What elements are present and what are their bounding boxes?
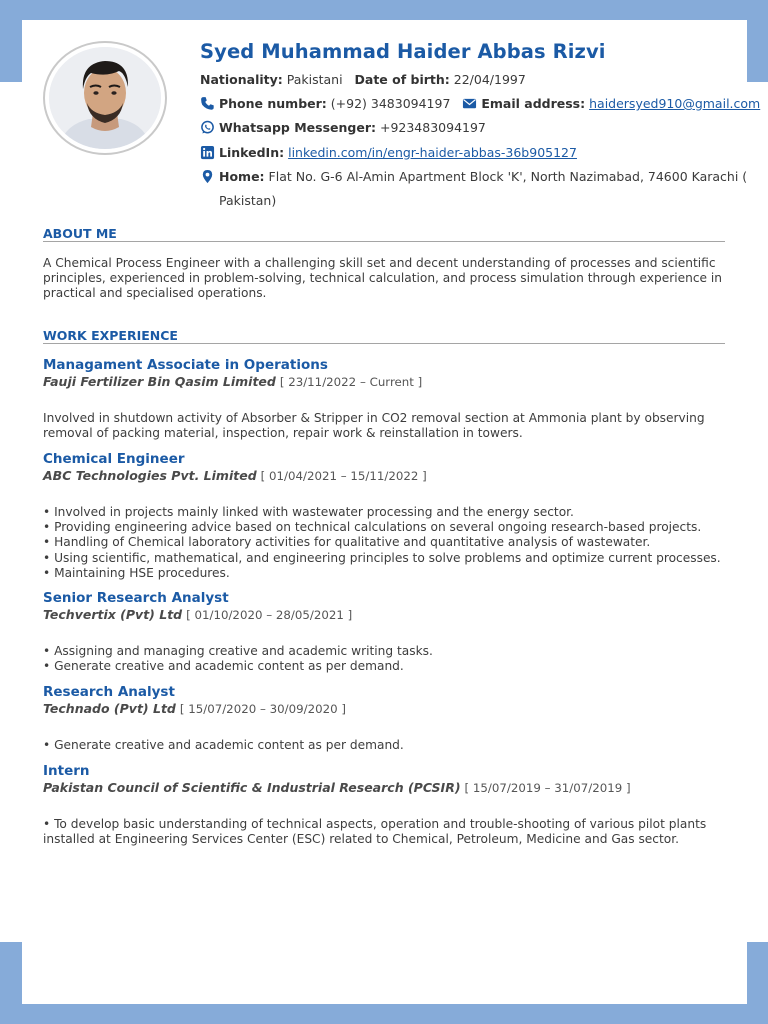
job-company: Fauji Fertilizer Bin Qasim Limited (43, 374, 276, 389)
whatsapp-icon (200, 120, 215, 135)
person-portrait-icon (49, 47, 161, 149)
job-dates: [ 15/07/2019 – 31/07/2019 ] (464, 781, 631, 795)
linkedin-label: LinkedIn: (219, 145, 285, 160)
job-title: Research Analyst (43, 684, 175, 700)
job-description-line: removal of packing material, inspection, repair work & reinstallation in towers. (43, 426, 523, 441)
job-bullet: • To develop basic understanding of technical aspects, operation and trouble-shooting of various pilot plants (43, 817, 707, 831)
work-section-divider (43, 343, 725, 344)
email-label: Email address: (481, 96, 586, 111)
email-link[interactable]: haidersyed910@gmail.com (589, 96, 761, 111)
job-description (43, 411, 723, 441)
nationality-label: Nationality: (200, 72, 283, 87)
linkedin-row (200, 145, 577, 161)
nationality-dob-row (200, 72, 526, 88)
job-bullet: • Involved in projects mainly linked with wastewater processing and the energy sector. (43, 505, 574, 519)
whatsapp-row (200, 120, 486, 136)
candidate-name: Syed Muhammad Haider Abbas Rizvi (200, 40, 606, 63)
job-bullet: • Providing engineering advice based on technical calculations on several ongoing research-based projects. (43, 520, 702, 535)
job-employer (43, 701, 346, 716)
job-title: Intern (43, 763, 90, 779)
about-text: A Chemical Process Engineer with a challenging skill set and decent understanding of processes and scientific principles, experienced in problem-solving, technical calculation, and process simulation through experience in practical and specialised operations. (43, 256, 723, 301)
job-dates: [ 01/10/2020 – 28/05/2021 ] (186, 608, 353, 622)
job-employer (43, 468, 427, 483)
job-company: Pakistan Council of Scientific & Industrial Research (PCSIR) (43, 780, 461, 795)
about-section-title: ABOUT ME (43, 226, 117, 241)
phone-icon (200, 96, 215, 111)
job-company: Technado (Pvt) Ltd (43, 701, 176, 716)
job-bullet: • Maintaining HSE procedures. (43, 565, 230, 580)
job-bullet: • Generate creative and academic content as per demand. (43, 738, 404, 752)
job-employer (43, 607, 352, 622)
job-description (43, 505, 723, 581)
job-dates: [ 01/04/2021 – 15/11/2022 ] (260, 469, 427, 483)
linkedin-link[interactable]: linkedin.com/in/engr-haider-abbas-36b905127 (288, 145, 577, 160)
profile-photo-image (49, 47, 161, 149)
job-dates: [ 15/07/2020 – 30/09/2020 ] (179, 702, 346, 716)
home-row (200, 169, 747, 185)
phone-label: Phone number: (219, 96, 327, 111)
job-bullet: • Handling of Chemical laboratory activities for qualitative and quantitative analysis of wastewater. (43, 535, 651, 550)
profile-photo (43, 41, 167, 155)
home-address-line2: Pakistan) (219, 193, 277, 208)
home-address-line1: Flat No. G-6 Al-Amin Apartment Block 'K', North Nazimabad, 74600 Karachi ( (268, 169, 748, 184)
work-section-title: WORK EXPERIENCE (43, 328, 178, 343)
job-title: Senior Research Analyst (43, 590, 229, 606)
whatsapp-label: Whatsapp Messenger: (219, 120, 376, 135)
map-pin-icon (200, 169, 215, 184)
phone-value: (+92) 3483094197 (330, 96, 451, 111)
nationality-value: Pakistani (286, 72, 343, 87)
dob-value: 22/04/1997 (453, 72, 526, 87)
job-description (43, 817, 723, 847)
home-label: Home: (219, 169, 265, 184)
job-bullet: installed at Engineering Services Center (ESC) related to Chemical, Petroleum, Medicine and Gas sector. (43, 832, 680, 847)
job-title: Managament Associate in Operations (43, 357, 328, 373)
job-description (43, 644, 723, 674)
job-description (43, 738, 723, 753)
job-company: ABC Technologies Pvt. Limited (43, 468, 257, 483)
job-description-line: Involved in shutdown activity of Absorber & Stripper in CO2 removal section at Ammonia plant by observing (43, 411, 705, 425)
job-bullet: • Generate creative and academic content as per demand. (43, 659, 404, 674)
job-employer (43, 780, 631, 795)
job-employer (43, 374, 422, 389)
phone-email-row (200, 96, 760, 112)
dob-label: Date of birth: (354, 72, 450, 87)
job-bullet: • Using scientific, mathematical, and engineering principles to solve problems and optimize current processes. (43, 550, 721, 565)
envelope-icon (462, 96, 477, 111)
linkedin-icon (200, 145, 215, 160)
about-section-divider (43, 241, 725, 242)
whatsapp-value: +923483094197 (379, 120, 486, 135)
job-company: Techvertix (Pvt) Ltd (43, 607, 183, 622)
job-bullet: • Assigning and managing creative and academic writing tasks. (43, 644, 433, 658)
job-title: Chemical Engineer (43, 451, 185, 467)
job-dates: [ 23/11/2022 – Current ] (279, 375, 423, 389)
